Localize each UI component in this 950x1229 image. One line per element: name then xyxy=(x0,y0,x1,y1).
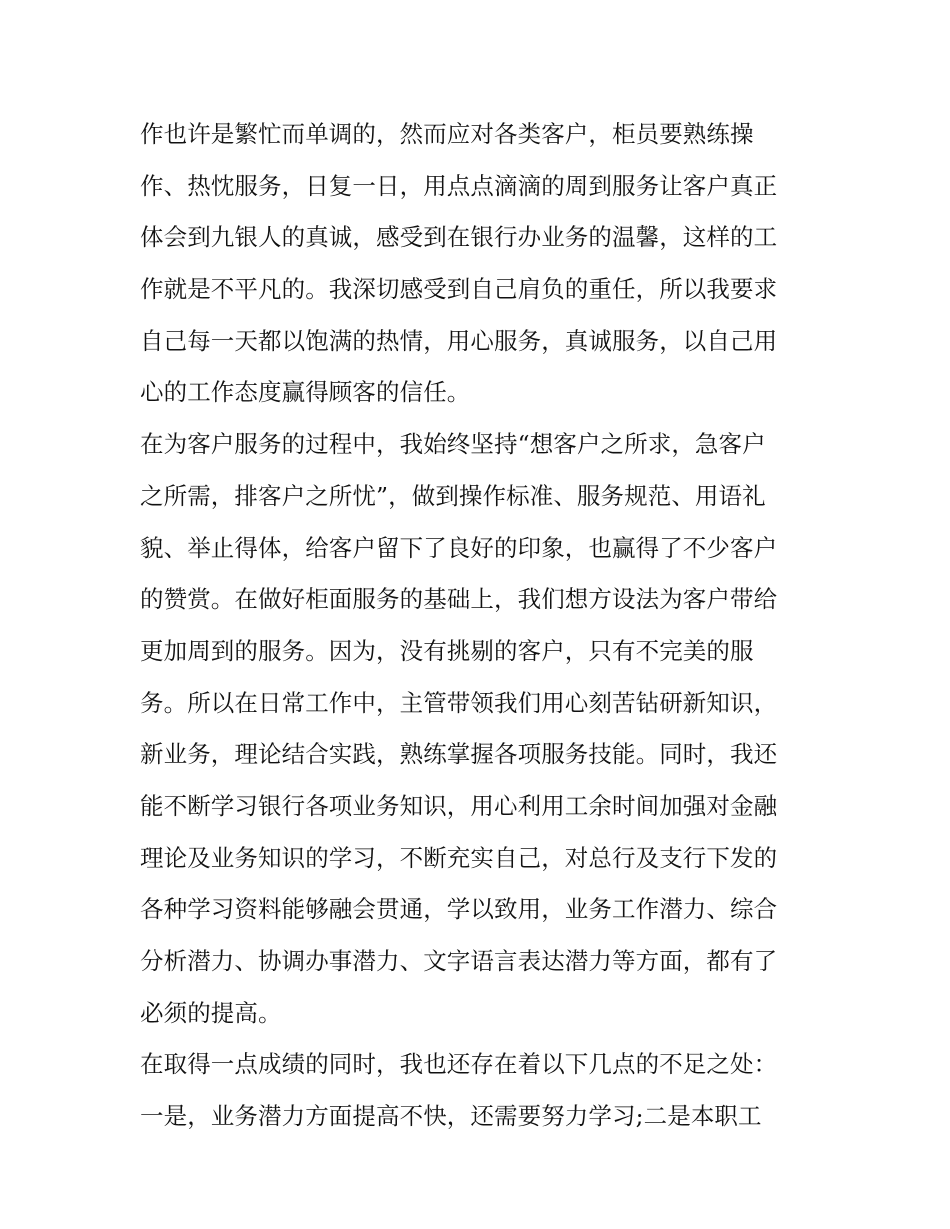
body-text xyxy=(140,109,820,1143)
text-line: 分析潜力、协调办事潜力、文字语言表达潜力等方面，都有了 xyxy=(140,947,778,975)
text-line: 貌、举止得体，给客户留下了良好的印象，也赢得了不少客户 xyxy=(140,533,778,562)
text-line: 在为客户服务的过程中，我始终坚持“想客户之所求，急客户 xyxy=(140,430,766,459)
text-line: 的赞赏。在做好柜面服务的基础上，我们想方设法为客户带给 xyxy=(140,585,778,614)
text-line: 之所需，排客户之所忧”，做到操作标准、服务规范、用语礼 xyxy=(140,481,766,510)
text-line: 各种学习资料能够融会贯通，学以致用，业务工作潜力、综合 xyxy=(140,895,778,924)
text-line: 体会到九银人的真诚，感受到在银行办业务的温馨，这样的工 xyxy=(140,223,778,252)
text-line: 更加周到的服务。因为，没有挑剔的客户，只有不完美的服 xyxy=(140,636,754,665)
text-line: 自己每一天都以饱满的热情，用心服务，真诚服务，以自己用 xyxy=(140,326,778,355)
text-line: 作就是不平凡的。我深切感受到自己肩负的重任，所以我要求 xyxy=(140,275,778,304)
text-line: 心的工作态度赢得顾客的信任。 xyxy=(140,378,471,407)
text-line: 在取得一点成绩的同时，我也还存在着以下几点的不足之处： xyxy=(140,1050,778,1079)
text-line: 能不断学习银行各项业务知识，用心利用工余时间加强对金融 xyxy=(140,791,778,820)
text-line: 作、热忱服务，日复一日，用点点滴滴的周到服务让客户真正 xyxy=(140,171,778,200)
text-line: 一是，业务潜力方面提高不快，还需要努力学习;二是本职工 xyxy=(140,1102,762,1131)
text-line: 新业务，理论结合实践，熟练掌握各项服务技能。同时，我还 xyxy=(140,740,778,769)
text-line: 必须的提高。 xyxy=(140,998,282,1027)
text-line: 务。所以在日常工作中，主管带领我们用心刻苦钻研新知识， xyxy=(140,688,778,717)
text-line: 理论及业务知识的学习，不断充实自己，对总行及支行下发的 xyxy=(140,843,778,872)
text-line: 作也许是繁忙而单调的，然而应对各类客户，柜员要熟练操 xyxy=(140,120,754,148)
